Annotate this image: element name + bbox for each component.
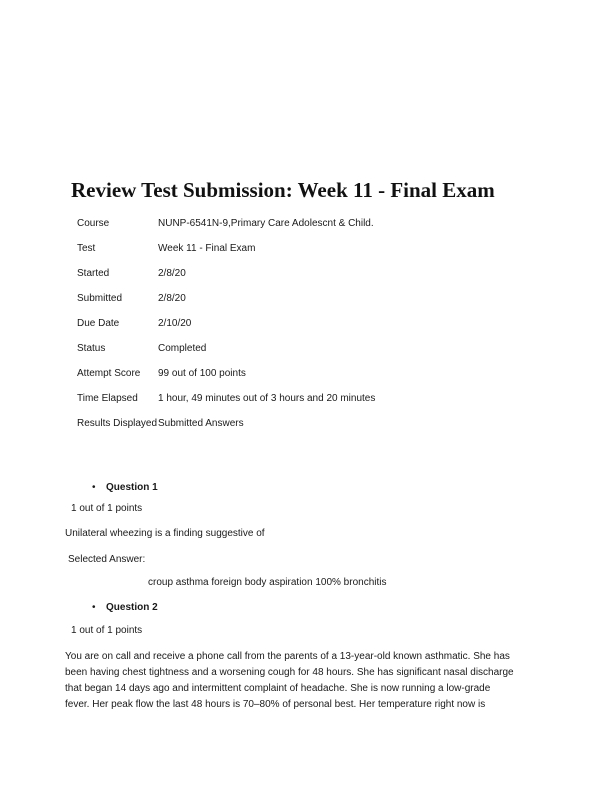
meta-label: Course	[77, 218, 110, 229]
meta-value: 99 out of 100 points	[158, 368, 246, 379]
question-text-line: been having chest tightness and a worsening cough for 48 hours. She has significant nasal discharge	[65, 667, 514, 678]
question-title: Question 1	[106, 482, 158, 493]
submission-details	[77, 211, 375, 436]
meta-row-due-date	[77, 311, 375, 336]
bullet-icon: •	[92, 602, 96, 613]
question-text-line: fever. Her peak flow the last 48 hours is 70–80% of personal best. Her temperature right now is	[65, 699, 486, 710]
meta-value: 2/10/20	[158, 318, 192, 329]
question-text-line: You are on call and receive a phone call from the parents of a 13-year-old known asthmatic. She has	[65, 651, 510, 662]
question-2-text	[65, 649, 535, 713]
meta-label: Test	[77, 243, 96, 254]
question-1-text: Unilateral wheezing is a finding suggestive of	[65, 528, 265, 539]
meta-label: Due Date	[77, 318, 120, 329]
meta-row-attempt-score	[77, 361, 375, 386]
meta-row-results-displayed	[77, 411, 375, 436]
meta-label: Attempt Score	[77, 368, 141, 379]
meta-value: Week 11 - Final Exam	[158, 243, 256, 254]
question-1-heading	[92, 482, 158, 493]
meta-row-time-elapsed	[77, 386, 375, 411]
meta-value: 2/8/20	[158, 293, 186, 304]
meta-row-submitted	[77, 286, 375, 311]
bullet-icon: •	[92, 482, 96, 493]
meta-label: Started	[77, 268, 110, 279]
meta-value: Submitted Answers	[158, 418, 244, 429]
question-1-points: 1 out of 1 points	[71, 503, 143, 514]
meta-row-status	[77, 336, 375, 361]
meta-value: 2/8/20	[158, 268, 186, 279]
meta-label: Submitted	[77, 293, 123, 304]
meta-label: Time Elapsed	[77, 393, 138, 404]
page-title: Review Test Submission: Week 11 - Final Exam	[71, 178, 495, 202]
meta-value: Completed	[158, 343, 207, 354]
meta-value: 1 hour, 49 minutes out of 3 hours and 20 minutes	[158, 393, 376, 404]
meta-row-course	[77, 211, 375, 236]
question-text-line: that began 14 days ago and intermittent complaint of headache. She is now running a low-grade	[65, 683, 491, 694]
selected-answer-value: croup asthma foreign body aspiration 100% bronchitis	[148, 577, 387, 588]
question-2-points: 1 out of 1 points	[71, 625, 143, 636]
meta-label: Status	[77, 343, 106, 354]
meta-value: NUNP-6541N-9,Primary Care Adolescnt & Child.	[158, 218, 374, 229]
meta-row-started	[77, 261, 375, 286]
meta-row-test	[77, 236, 375, 261]
selected-answer-label: Selected Answer:	[68, 554, 146, 565]
question-2-heading	[92, 602, 158, 613]
meta-label: Results Displayed	[77, 418, 158, 429]
question-title: Question 2	[106, 602, 158, 613]
